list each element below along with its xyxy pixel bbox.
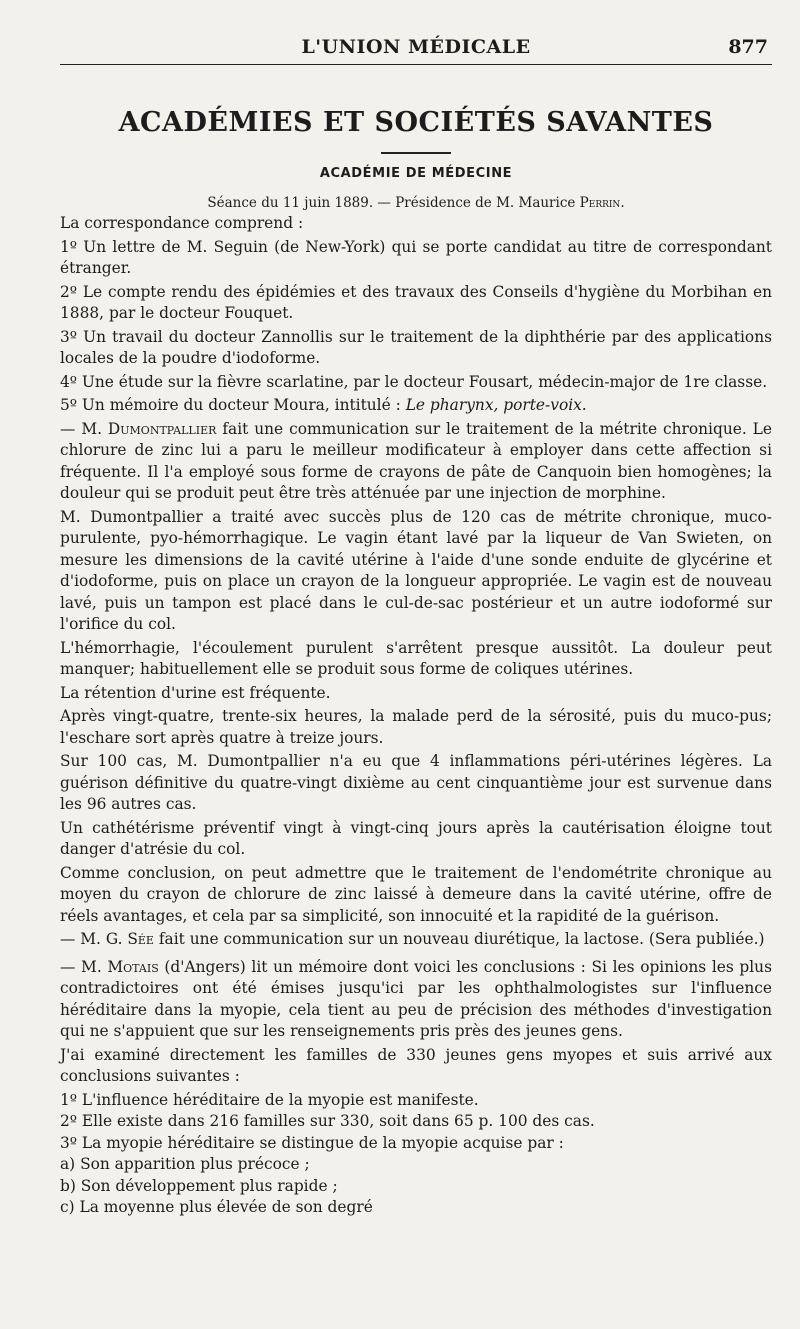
motais-item-a: a) Son apparition plus précoce ; [60, 1155, 310, 1173]
motais-paragraph-2: J'ai examiné directement les familles de 330 jeunes gens myopes et suis arrivé aux conclusions suivantes : [60, 1045, 772, 1085]
article-body [60, 213, 772, 1219]
seance-president: Perrin [579, 195, 621, 211]
dumontpallier-name: Dumontpallier [107, 419, 217, 438]
page-number: 877 [728, 36, 768, 58]
correspondance-item-2: 2º Le compte rendu des épidémies et des travaux des Conseils d'hygiène du Morbihan en 1888, par le docteur Fouquet. [60, 282, 772, 322]
running-header [60, 30, 772, 65]
motais-item-b: b) Son développement plus rapide ; [60, 1176, 338, 1195]
item5-prefix: 5º Un mémoire du docteur Moura, intitulé : [60, 396, 406, 414]
seance-suffix: . [620, 195, 625, 211]
see-text: fait une communication sur un nouveau diurétique, la lactose. (Sera publiée.) [153, 930, 765, 948]
motais-item-2: 2º Elle existe dans 216 familles sur 330, soit dans 65 p. 100 des cas. [60, 1112, 595, 1130]
correspondance-item-4: 4º Une étude sur la fièvre scarlatine, par le docteur Fousart, médecin-major de 1re classe. [60, 372, 768, 391]
motais-paragraph-1 [60, 957, 772, 1043]
dumontpallier-lead: — M. [60, 419, 108, 438]
seance-prefix: Séance du 11 juin 1889. — Présidence de M. Maurice [207, 195, 580, 211]
motais-item-3: 3º La myopie héréditaire se distingue de la myopie acquise par : [60, 1133, 564, 1152]
subsection-title: ACADÉMIE DE MÉDECINE [319, 166, 513, 181]
see-paragraph [60, 929, 772, 951]
correspondance-intro: La correspondance comprend : [60, 214, 304, 232]
dumontpallier-paragraph-4: La rétention d'urine est fréquente. [60, 683, 331, 702]
motais-name: Motais [107, 957, 159, 976]
seance-line [60, 195, 772, 211]
dumontpallier-paragraph-7: Un cathétérisme préventif vingt à vingt-cinq jours après la cautérisation éloigne tout danger d'atrésie du col. [60, 818, 772, 858]
running-title: L'UNION MÉDICALE [301, 36, 531, 58]
title-rule [381, 152, 451, 154]
dumontpallier-paragraph-2: M. Dumontpallier a traité avec succès plus de 120 cas de métrite chronique, muco-purulente, pyo-hémorrhagique. Le vagin étant lavé par la liqueur de Van Swieten, on mesure les dimensions de la cavité utérine à l'aide d'une sonde enduite de glycérine et d'iodoforme, puis on place un crayon de la longueur appropriée. Le vagin est de nouveau lavé, puis un tampon est placé dans le cul-de-sac postérieur et un autre iodoformé sur l'orifice du col. [60, 507, 772, 633]
dumontpallier-paragraph-5: Après vingt-quatre, trente-six heures, la malade perd de la sérosité, puis du muco-pus; l'eschare sort après quatre à treize jours. [60, 707, 772, 747]
motais-item-1: 1º L'influence héréditaire de la myopie est manifeste. [60, 1090, 479, 1109]
section-title: ACADÉMIES ET SOCIÉTÉS SAVANTES [118, 107, 714, 138]
dumontpallier-paragraph-8: Comme conclusion, on peut admettre que le traitement de l'endométrite chronique au moyen du crayon de chlorure de zinc laissé à demeure dans la cavité utérine, offre de réels avantages, et cela par sa simplicité, son innocuité et la rapidité de la guérison. [60, 863, 772, 925]
motais-conclusions [60, 1090, 772, 1219]
correspondance-item-5 [60, 395, 772, 417]
dumontpallier-text: fait une communication sur le traitement de la métrite chronique. Le chlorure de zinc lui a paru le meilleur modificateur à employer dans cette affection si fréquente. Il l'a employé sous forme de crayons de pâte de Canquoin bien homogènes; la douleur qui se produit peut être très atténuée par une injection de morphine. [60, 419, 772, 502]
motais-item-c: c) La moyenne plus élevée de son degré [60, 1198, 373, 1216]
dumontpallier-paragraph-1 [60, 419, 772, 505]
motais-lead: — M. [60, 957, 108, 976]
see-name: Sée [127, 930, 154, 948]
dumontpallier-paragraph-3: L'hémorrhagie, l'écoulement purulent s'arrêtent presque aussitôt. La douleur peut manquer; habituellement elle se produit sous forme de coliques utérines. [60, 638, 772, 678]
motais-text: (d'Angers) lit un mémoire dont voici les conclusions : Si les opinions les plus contradictoires ont été émises jusqu'ici par les ophthalmologistes sur l'influence héréditaire dans la myopie, cela tient au peu de précision des méthodes d'investigation qui ne s'appuient que sur les renseignements pris près des jeunes gens. [60, 957, 772, 1040]
correspondance-item-3: 3º Un travail du docteur Zannollis sur le traitement de la diphthérie par des applications locales de la poudre d'iodoforme. [60, 327, 772, 367]
dumontpallier-paragraph-6: Sur 100 cas, M. Dumontpallier n'a eu que 4 inflammations péri-utérines légères. La guérison définitive du quatre-vingt dixième au cent cinquantième jour est survenue dans les 96 autres cas. [60, 752, 772, 813]
item5-title: Le pharynx, porte-voix. [405, 396, 587, 414]
correspondance-item-1: 1º Un lettre de M. Seguin (de New-York) qui se porte candidat au titre de correspondant étranger. [60, 237, 772, 277]
see-lead: — M. G. [60, 930, 128, 948]
